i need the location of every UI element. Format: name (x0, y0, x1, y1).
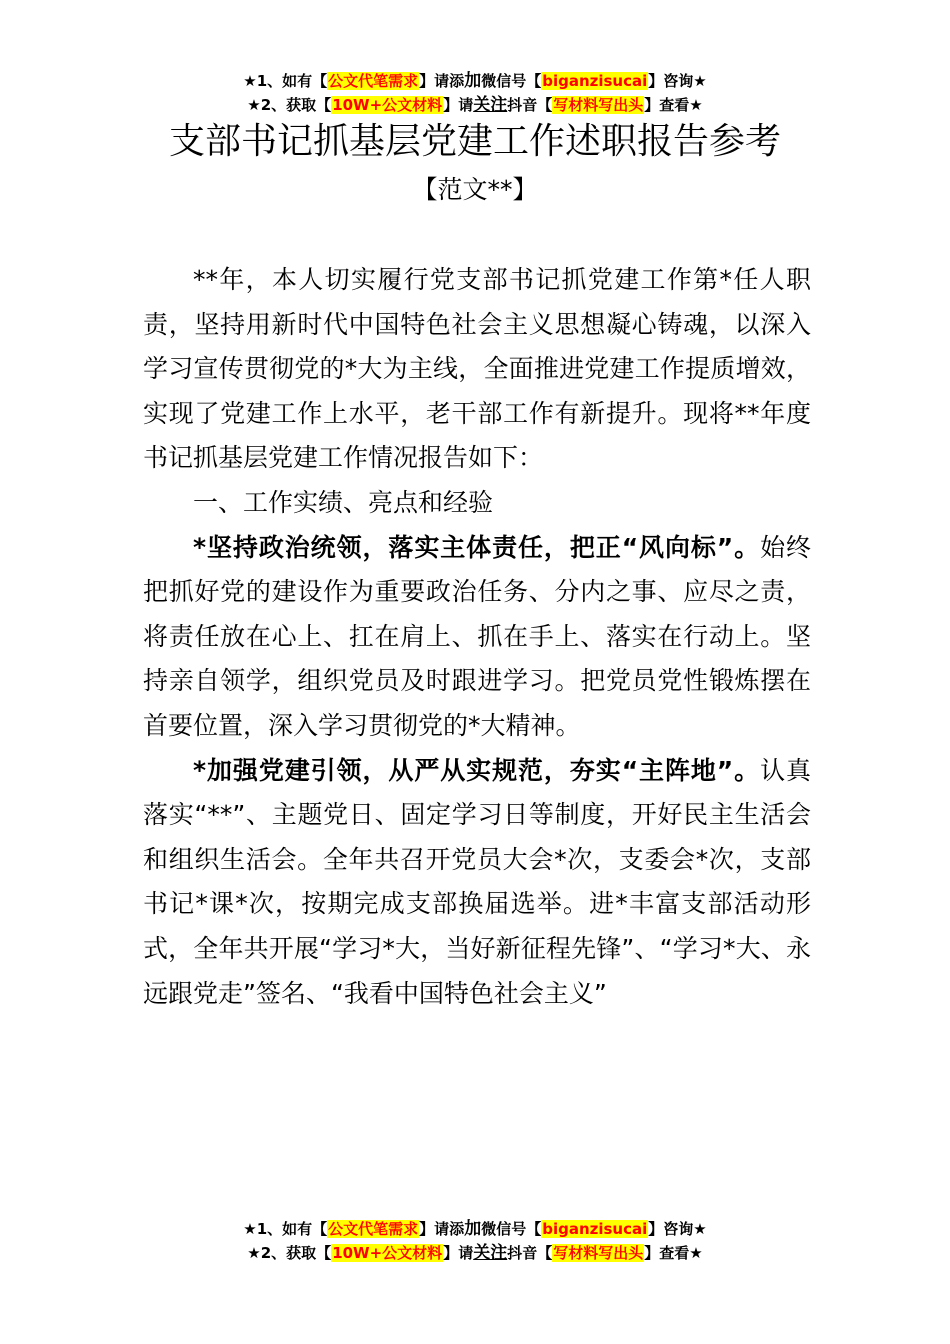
footer-promo-line-2 (0, 1242, 950, 1266)
promo-highlight-wechat-id[interactable]: biganzisucai (542, 72, 648, 90)
promo-emphasis: 加 (464, 1219, 482, 1239)
paragraph-party-building (143, 749, 811, 1017)
footer-promo-line-1 (0, 1218, 950, 1242)
promo-highlight-douyin[interactable]: 写材料写出头 (553, 96, 644, 114)
paragraph-text: 认真落实“**”、主题党日、固定学习日等制度，开好民主生活会和组织生活会。全年共召开党员大会*次，支委会*次，支部书记*课*次，按期完成支部换届选举。进*丰富支部活动形式，全年共开展“学习*大，当好新征程先锋”、“学习*大、永远跟党走”签名、“我看中国特色社会主义” (143, 755, 811, 1008)
intro-paragraph: **年，本人切实履行党支部书记抓党建工作第*任人职责，坚持用新时代中国特色社会主义思想凝心铸魂，以深入学习宣传贯彻党的*大为主线，全面推进党建工作提质增效，实现了党建工作上水平，老干部工作有新提升。现将**年度书记抓基层党建工作情况报告如下： (143, 265, 811, 473)
paragraph-text: 始终把抓好党的建设作为重要政治任务、分内之事、应尽之责，将责任放在心上、扛在肩上、抓在手上、落实在行动上。坚持亲自领学，组织党员及时跟进学习。把党员党性锻炼摆在首要位置，深入学习贯彻党的*大精神。 (143, 532, 811, 740)
promo-text: ★1、如有【 (243, 1220, 328, 1238)
promo-highlight-service: 公文代笔需求 (328, 72, 419, 90)
document-body (143, 258, 811, 1016)
promo-text: 】请 (443, 96, 474, 114)
document-title: 支部书记抓基层党建工作述职报告参考 (168, 121, 781, 162)
promo-text: 】咨询★ (648, 1220, 707, 1238)
promo-text: 】查看★ (644, 1244, 703, 1262)
promo-highlight-materials: 10W+公文材料 (332, 96, 443, 114)
promo-text: 】请 (443, 1244, 474, 1262)
promo-text: ★2、获取【 (247, 96, 332, 114)
promo-text: 】咨询★ (648, 72, 707, 90)
paragraph-political-leadership (143, 526, 811, 749)
header-promo (0, 70, 950, 118)
promo-emphasis: 加 (464, 71, 482, 91)
section-heading: 一、工作实绩、亮点和经验 (193, 487, 494, 517)
footer-promo (0, 1218, 950, 1266)
promo-highlight-wechat-id[interactable]: biganzisucai (542, 1220, 648, 1238)
paragraph-lead: *加强党建引领，从严从实规范，夯实“主阵地”。 (193, 755, 761, 785)
paragraph-lead: *坚持政治统领，落实主体责任，把正“风向标”。 (193, 532, 761, 562)
promo-text: 微信号【 (481, 1220, 542, 1238)
promo-text: 】请添 (419, 72, 465, 90)
header-promo-line-2 (0, 94, 950, 118)
promo-emphasis: 关注 (473, 1243, 508, 1263)
document-subtitle: 【范文**】 (412, 175, 538, 204)
promo-text: 】查看★ (644, 96, 703, 114)
promo-text: ★1、如有【 (243, 72, 328, 90)
promo-highlight-service: 公文代笔需求 (328, 1220, 419, 1238)
promo-text: 】请添 (419, 1220, 465, 1238)
promo-emphasis: 关注 (473, 95, 508, 115)
promo-text: 抖音【 (507, 96, 553, 114)
header-promo-line-1 (0, 70, 950, 94)
promo-text: ★2、获取【 (247, 1244, 332, 1262)
promo-text: 抖音【 (507, 1244, 553, 1262)
promo-text: 微信号【 (481, 72, 542, 90)
promo-highlight-douyin[interactable]: 写材料写出头 (553, 1244, 644, 1262)
promo-highlight-materials: 10W+公文材料 (332, 1244, 443, 1262)
